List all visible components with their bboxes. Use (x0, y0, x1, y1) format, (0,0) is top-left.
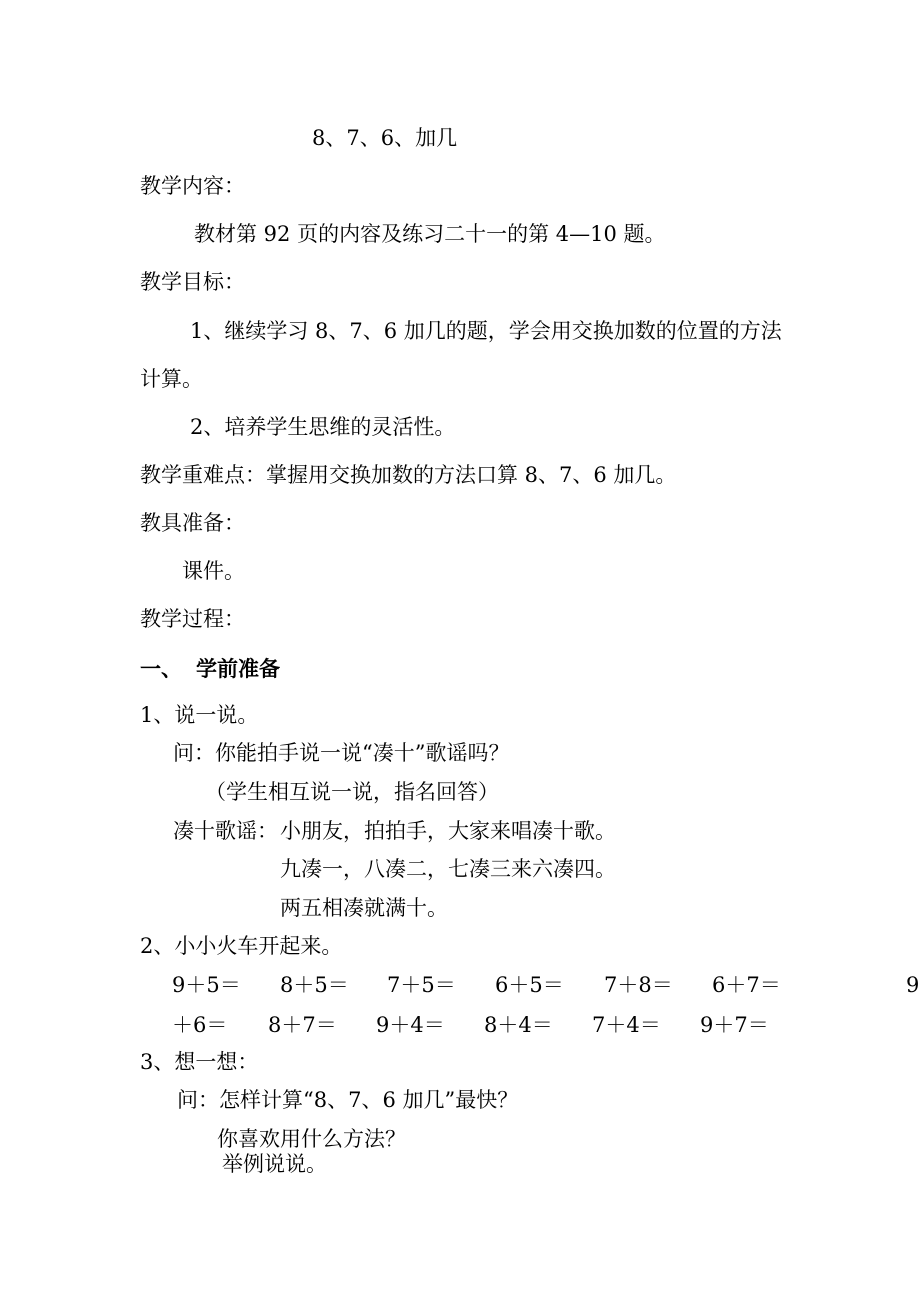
item-3-line-3: 举例说说。 (222, 1152, 327, 1176)
item-3-question: 问：怎样计算“8、7、6 加几”最快？ (177, 1088, 519, 1112)
rhyme-line-2: 九凑一，八凑二，七凑三来六凑四。 (280, 857, 616, 881)
item-2-title: 2、小小火车开起来。 (140, 934, 343, 958)
rhyme-label: 凑十歌谣： (173, 819, 278, 843)
equation-fragment: 9 (906, 973, 920, 997)
equation: 6＋7＝ (712, 973, 781, 997)
part-1-heading: 学前准备 (196, 656, 280, 681)
equation: 6＋5＝ (495, 973, 564, 997)
item-1-note: （学生相互说一说，指名回答） (205, 780, 499, 804)
item-3-title: 3、想一想： (140, 1050, 259, 1074)
equation: 7＋4＝ (592, 1013, 661, 1037)
goal-1-line-1: 1、继续学习 8、7、6 加几的题，学会用交换加数的位置的方法 (190, 319, 782, 343)
rhyme-line-3: 两五相凑就满十。 (280, 896, 448, 920)
equation: 9＋5＝ (172, 973, 241, 997)
equation: 7＋5＝ (387, 973, 456, 997)
item-1-question: 问：你能拍手说一说“凑十”歌谣吗？ (173, 741, 510, 765)
tools-text: 课件。 (182, 559, 245, 583)
goal-1-line-2: 计算。 (140, 367, 203, 391)
equation: 8＋5＝ (280, 973, 349, 997)
part-1-heading-number: 一、 (140, 656, 182, 681)
equation: 8＋7＝ (268, 1013, 337, 1037)
equation: 7＋8＝ (604, 973, 673, 997)
process-label: 教学过程： (140, 607, 245, 631)
content-label: 教学内容： (140, 174, 245, 198)
key-points: 教学重难点：掌握用交换加数的方法口算 8、7、6 加几。 (140, 463, 677, 487)
equation: 9＋7＝ (700, 1013, 769, 1037)
equation: 8＋4＝ (484, 1013, 553, 1037)
tools-label: 教具准备： (140, 511, 245, 535)
content-text: 教材第 92 页的内容及练习二十一的第 4—10 题。 (194, 222, 666, 246)
item-3-line-2: 你喜欢用什么方法？ (217, 1127, 406, 1151)
goal-2: 2、培养学生思维的灵活性。 (190, 415, 456, 439)
equation-fragment: ＋6＝ (172, 1013, 228, 1037)
equation: 9＋4＝ (376, 1013, 445, 1037)
goals-label: 教学目标： (140, 270, 245, 294)
item-1-title: 1、说一说。 (140, 703, 259, 727)
page-title: 8、7、6、加几 (312, 126, 458, 150)
rhyme-line-1: 小朋友，拍拍手，大家来唱凑十歌。 (280, 819, 616, 843)
